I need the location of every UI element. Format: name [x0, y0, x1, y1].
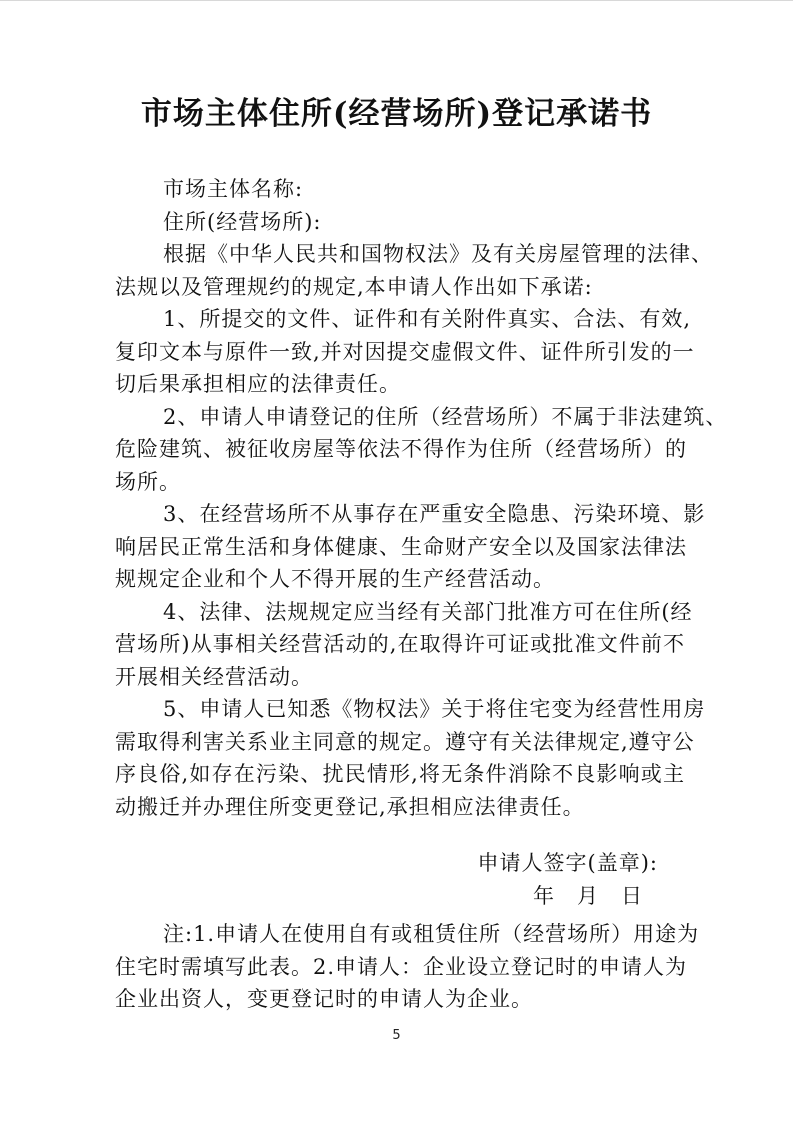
note-line: 企业出资人，变更登记时的申请人为企业。 [115, 987, 533, 1011]
body-line: 法规以及管理规约的规定,本申请人作出如下承诺: [115, 274, 593, 299]
body-line: 响居民正常生活和身体健康、生命财产安全以及国家法律法 [115, 534, 687, 559]
body-line-item-1: 1、所提交的文件、证件和有关附件真实、合法、有效, [163, 307, 692, 331]
body-line: 营场所)从事相关经营活动的,在取得许可证或批准文件前不 [115, 632, 685, 656]
date-line: 年 月 日 [533, 883, 643, 908]
document-body [115, 173, 728, 1016]
body-line: 动搬迁并办理住所变更登记,承担相应法律责任。 [115, 794, 585, 819]
body-line: 根据《中华人民共和国物权法》及有关房屋管理的法律、 [163, 242, 713, 266]
body-line: 需取得利害关系业主同意的规定。遵守有关法律规定,遵守公 [115, 729, 695, 754]
page-number: 5 [392, 1028, 401, 1043]
blank-line [115, 823, 685, 847]
body-line: 场所。 [115, 469, 181, 494]
note-line: 注:1.申请人在使用自有或租赁住所（经营场所）用途为 [163, 922, 700, 946]
field-market-entity-name: 市场主体名称: [163, 177, 304, 201]
body-line: 切后果承担相应的法律责任。 [115, 372, 401, 396]
body-line-item-5: 5、申请人已知悉《物权法》关于将住宅变为经营性用房 [163, 697, 706, 721]
signature-label: 申请人签字(盖章): [477, 851, 658, 875]
body-line: 危险建筑、被征收房屋等依法不得作为住所（经营场所）的 [115, 437, 687, 461]
body-line: 规规定企业和个人不得开展的生产经营活动。 [115, 567, 555, 591]
note-line: 住宅时需填写此表。2.申请人：企业设立登记时的申请人为 [115, 954, 688, 979]
body-line-item-4: 4、法律、法规规定应当经有关部门批准方可在住所(经 [163, 599, 693, 624]
body-line-item-2: 2、申请人申请登记的住所（经营场所）不属于非法建筑、 [163, 404, 728, 429]
body-line: 序良俗,如存在污染、扰民情形,将无条件消除不良影响或主 [115, 762, 685, 786]
body-line-item-3: 3、在经营场所不从事存在严重安全隐患、污染环境、影 [163, 502, 706, 526]
body-line: 复印文本与原件一致,并对因提交虚假文件、证件所引发的一 [115, 339, 695, 364]
field-domicile: 住所(经营场所): [163, 209, 322, 234]
notes-block [115, 918, 700, 1016]
document-title: 市场主体住所(经营场所)登记承诺书 [140, 96, 653, 132]
body-line: 开展相关经营活动。 [115, 664, 313, 689]
